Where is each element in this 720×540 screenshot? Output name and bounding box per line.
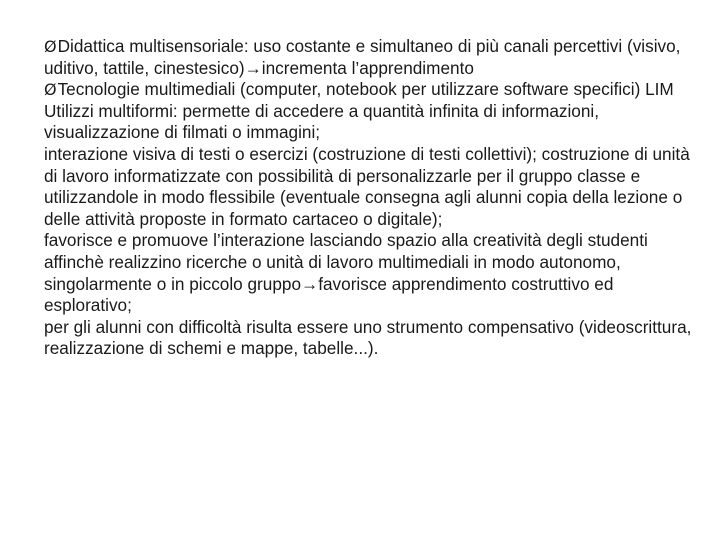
paragraph-didattica-multisensoriale bbox=[44, 36, 694, 79]
arrow-bullet-icon: Ø bbox=[44, 80, 57, 100]
paragraph-favorisce-interazione bbox=[44, 230, 694, 316]
paragraph-text: interazione visiva di testi o esercizi (costruzione di testi collettivi); costruzione di unità di lavoro informatizzate con possibilità di personalizzarle per il gruppo classe e utilizzandole in modo flessibile (eventuale consegna agli alunni copia della lezione o delle attività proposte in formato cartaceo o digitale); bbox=[44, 143, 690, 229]
paragraph-text: favorisce e promuove l’interazione lasciando spazio alla creatività degli studenti affinchè realizzino ricerche o unità di lavoro multimediali in modo autonomo, singolarmente o in piccolo gruppo→favorisce apprendimento costruttivo ed esplorativo; bbox=[44, 230, 648, 316]
paragraph-tecnologie-multimediali bbox=[44, 79, 694, 144]
paragraph-text: per gli alunni con difficoltà risulta essere uno strumento compensativo (videoscrittura, realizzazione di schemi e mappe, tabelle...). bbox=[44, 316, 692, 359]
arrow-bullet-icon: Ø bbox=[44, 37, 57, 56]
paragraph-alunni-difficolta bbox=[44, 317, 694, 360]
paragraph-interazione-visiva bbox=[44, 144, 694, 230]
slide-body-text bbox=[44, 36, 694, 360]
paragraph-text: Tecnologie multimediali (computer, notebook per utilizzare software specifici) LIM Utilizzi multiformi: permette di accedere a quantità infinita di informazioni, visualizzazione di filmati o immagini; bbox=[44, 79, 674, 143]
paragraph-text: Didattica multisensoriale: uso costante e simultaneo di più canali percettivi (visivo, uditivo, tattile, cinestesico)→incrementa l’apprendimento bbox=[44, 36, 681, 78]
